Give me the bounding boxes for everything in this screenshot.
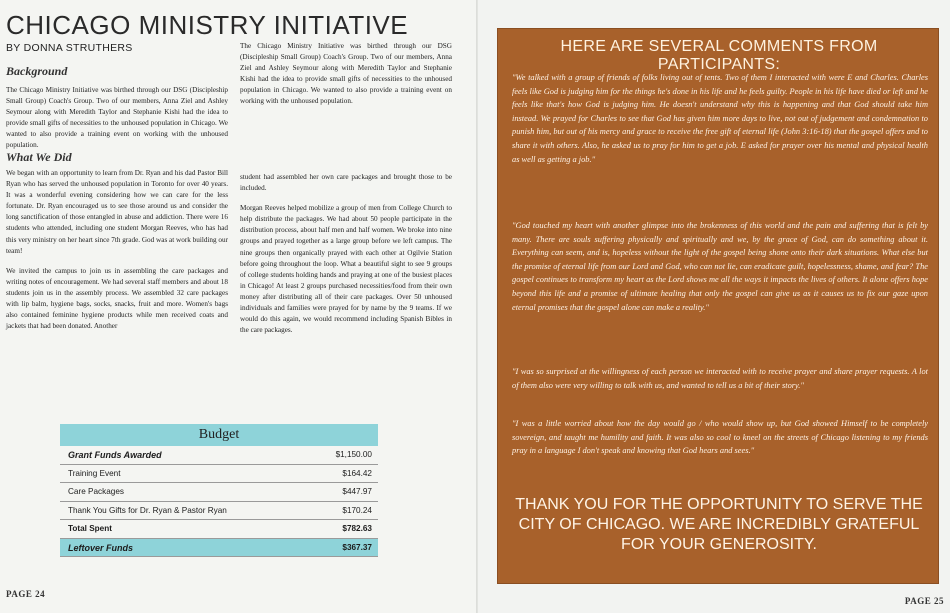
col2-paragraph-2: Morgan Reeves helped mobilize a group of men from College Church to help distribute the packages. We had about 50 people participate in the distribution process, about half men and half women. We broke into nine groups and prayed together as a large group before we left campus. The nine groups then organically prayed with each other at Ogilvie Station before going throughout the loop. What a beautiful sight to see 9 groups of college students holding hands and praying at one of the busiest places in Chicago! At least 2 groups purchased necessities/food from their own money after distributing all of their care packages. Over 50 unhoused individuals and families were prayed for by name by the 9 teams. If we would do this again, we would recommend including Spanish Bibles in the care packages. <box>240 204 452 335</box>
page-number-left: PAGE 24 <box>6 589 46 599</box>
col2-paragraph-1: student had assembled her own care packages and brought those to be included. <box>240 173 452 193</box>
budget-label: Grant Funds Awarded <box>68 450 162 460</box>
budget-row-grant <box>60 446 378 465</box>
comments-heading: HERE ARE SEVERAL COMMENTS FROM PARTICIPANTS: <box>560 38 878 73</box>
background-paragraph-continued: The Chicago Ministry Initiative was birthed through our DSG (Discipleship Small Group) Coach's Group. Two of our members, Anna Ziel and Ashley Seymour along with Meredith Taylor and Stephanie Kishi had the idea to provide small gifts of necessities to the unhoused population in Chicago. We wanted to also provide a training event on working with the unhoused population. <box>240 42 452 106</box>
quote-4: "I was a little worried about how the day would go / who would show up, but God showed Himself to be completely sovereign, and taught me humility and faith. It was also so cool to kneel on the streets of Chicago listening to my friends pray in a language I don't speak and knowing that God hears and sees." <box>512 419 928 456</box>
budget-amount: $447.97 <box>342 487 372 496</box>
page-number-right: PAGE 25 <box>904 596 944 606</box>
budget-label: Leftover Funds <box>68 542 134 553</box>
budget-row-gifts <box>60 502 378 521</box>
budget-row-training <box>60 465 378 484</box>
budget-table <box>60 424 378 576</box>
column-2 <box>240 172 452 336</box>
budget-amount: $1,150.00 <box>335 450 372 459</box>
budget-amount: $367.37 <box>342 542 372 552</box>
quote-1: "We talked with a group of friends of folks living out of tents. Two of them I interacted with were E and Charles. Charles feels like God is judging him for the things he's done in his life and he feels guilty. People in his life have died or left and he feels like that's how God is judging him. He doesn't understand why this is happening and that God should take him instead. We prayed for Charles to see that God has given him more days to live, not out of judgement and condemnation to punish him, but out of his mercy and grace to receive the free gift of eternal life (John 3:16-18) that the gospel offers and to share it with others. Also, he asked us to pray for him to get a job. E asked for prayer over his mental and physical health as well as getting a job." <box>512 73 928 164</box>
article-byline: BY DONNA STRUTHERS <box>6 42 133 54</box>
budget-label: Training Event <box>68 468 121 478</box>
budget-amount: $164.42 <box>342 468 372 478</box>
comments-panel <box>497 28 939 584</box>
right-page <box>478 0 950 613</box>
budget-row-total-spent <box>60 520 378 539</box>
col1-paragraph-1: We began with an opportunity to learn from Dr. Ryan and his dad Pastor Bill Ryan who has served the unhoused population in Toronto for over 40 years. It was a wonderful evening considering how we can care for the less fortunate. Dr. Ryan encouraged us to see those around us and consider the long sanctification of those entangled in abuse and addiction. There were 16 students who attended, including one student Morgan Reeves, who has had this very ministry on her heart since 7th grade. God was at work building our team! <box>6 169 228 255</box>
background-heading: Background <box>6 64 68 78</box>
background-text-col2 <box>240 42 452 129</box>
column-1 <box>6 168 228 332</box>
what-we-did-heading: What We Did <box>6 150 72 164</box>
budget-label: Total Spent <box>68 524 112 533</box>
budget-label: Thank You Gifts for Dr. Ryan & Pastor Ryan <box>68 505 227 515</box>
budget-label: Care Packages <box>68 487 124 496</box>
budget-row-leftover <box>60 539 378 558</box>
budget-amount: $170.24 <box>342 505 372 515</box>
quote-3: "I was so surprised at the willingness of each person we interacted with to receive prayer and share prayer requests. A lot of them also were very willing to talk with us, and wanted to tell us a bit of their story." <box>512 367 928 390</box>
background-paragraph: The Chicago Ministry Initiative was birthed through our DSG (Discipleship Small Group) Coach's Group. Two of our members, Anna Ziel and Ashley Seymour along with Meredith Taylor and Stephanie Kishi had the idea to provide small gifts of necessities to the unhoused population in Chicago. We wanted to also provide a training event on working with the unhoused population. <box>6 86 228 150</box>
col1-paragraph-2: We invited the campus to join us in assembling the care packages and writing notes of encouragement. We had several staff members and about 18 students join us in the assembly process. We assembled 32 care packages with lip balm, hygiene bags, socks, snacks, fruit and more. Women's bags also contained feminine hygiene products while men received coats and jackets that had been donated. Another <box>6 266 228 331</box>
article-title: CHICAGO MINISTRY INITIATIVE <box>6 10 409 40</box>
budget-amount: $782.63 <box>342 524 372 533</box>
budget-row-care-packages <box>60 483 378 502</box>
closing-message: THANK YOU FOR THE OPPORTUNITY TO SERVE THE CITY OF CHICAGO. WE ARE INCREDIBLY GRATEFUL FOR YOUR GENEROSITY. <box>515 496 923 553</box>
background-text-col1 <box>6 85 228 150</box>
budget-title: Budget <box>60 424 378 446</box>
quote-2: "God touched my heart with another glimpse into the brokenness of this world and the pain and suffering that is felt by many. There are souls suffering physically and spiritually and we, by the grace of God, can do something about it. Everything can seem, and is, hopeless without the light of the gospel being shone onto their dark situations. What else but the promise of eternal life from our Lord and God, who can not lie, can eradicate guilt, hopelessness, shame, and fear? The gospel continues to transform my heart as the Lord shows me all the ways it impacts the lives of others. It alone offers hope beyond this life and a promise of ultimate healing that only the gospel can give us as it causes us to fix our gaze upon eternal promises that the gospel alone can make a reality." <box>512 221 928 312</box>
